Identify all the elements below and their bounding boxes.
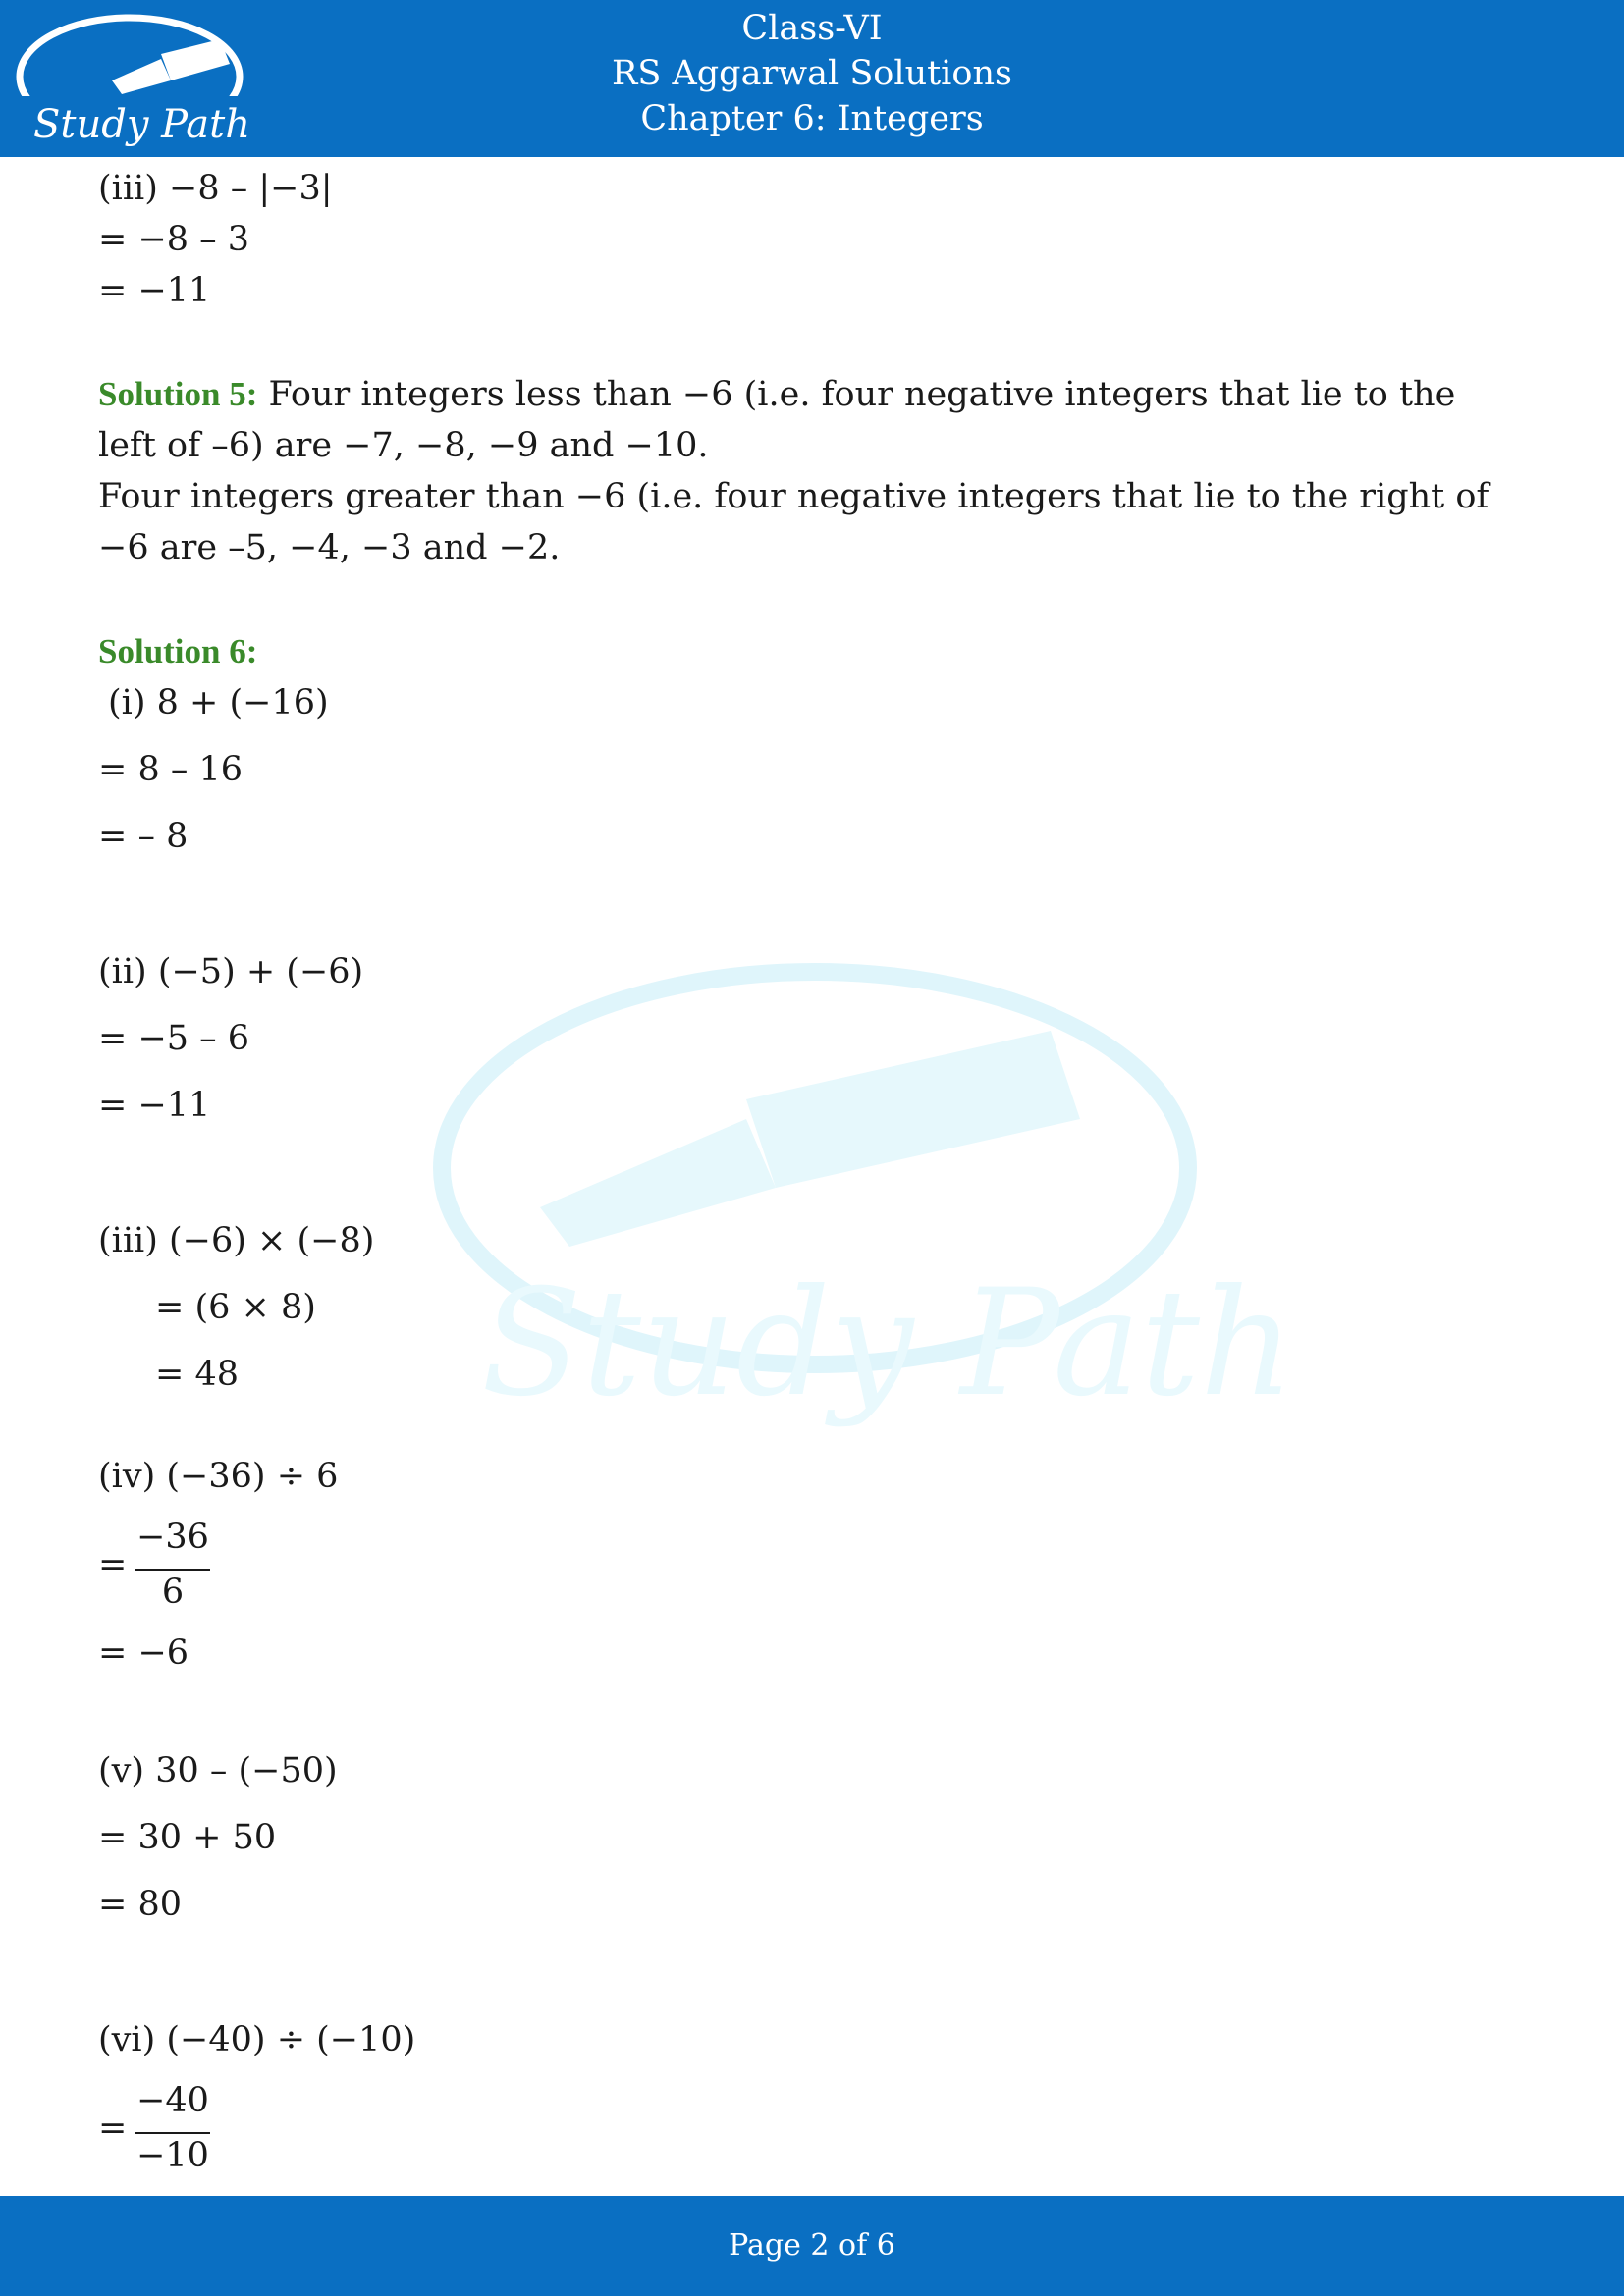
- header-titles: [0, 6, 1624, 141]
- solution-5-paragraph: [98, 369, 1512, 471]
- page-footer: [0, 2196, 1624, 2296]
- q6-iii-line-2: = (6 × 8): [155, 1288, 316, 1327]
- solution-5-paragraph-2: Four integers greater than −6 (i.e. four negative integers that lie to the right of −6 are –5, −4, −3 and −2.: [98, 477, 1489, 567]
- q6-vi-question: (vi) (−40) ÷ (−10): [98, 2020, 416, 2059]
- q4-iii-line-3: = −11: [98, 271, 211, 310]
- fraction-equals: =: [98, 2109, 128, 2148]
- solution-5-label: Solution 5:: [98, 375, 258, 413]
- watermark-logo: [422, 962, 1295, 1453]
- header-book: RS Aggarwal Solutions: [612, 54, 1012, 93]
- q6-ii-line-2: = −5 – 6: [98, 1019, 250, 1058]
- q6-i-line-1: (i) 8 + (−16): [108, 683, 329, 722]
- q6-v-line-2: = 30 + 50: [98, 1818, 277, 1857]
- fraction-bar: [135, 1569, 210, 1571]
- page-number: Page 2 of 6: [729, 2228, 895, 2263]
- q6-iv-question: (iv) (−36) ÷ 6: [98, 1457, 339, 1496]
- q6-ii-line-1: (ii) (−5) + (−6): [98, 952, 364, 991]
- solution-5-text-1: Four integers less than −6 (i.e. four negative integers that lie to the left of –6) are −7, −8, −9 and −10.: [98, 375, 1456, 465]
- header-chapter: Chapter 6: Integers: [640, 99, 984, 138]
- q6-iii-line-1: (iii) (−6) × (−8): [98, 1221, 375, 1260]
- q6-i-line-2: = 8 – 16: [98, 750, 244, 789]
- fraction-equals: =: [98, 1545, 128, 1584]
- q6-v-line-3: = 80: [98, 1885, 182, 1924]
- fraction-numerator: −40: [136, 2081, 209, 2120]
- svg-text:Study Path: Study Path: [33, 102, 250, 147]
- fraction-denominator: 6: [161, 1573, 185, 1612]
- q6-i-line-3: = – 8: [98, 817, 189, 856]
- header-class: Class-VI: [741, 9, 883, 48]
- q6-iii-line-3: = 48: [155, 1355, 239, 1394]
- q4-iii-line-2: = −8 – 3: [98, 220, 250, 259]
- q6-iv-answer: = −6: [98, 1633, 189, 1673]
- fraction-numerator: −36: [136, 1518, 209, 1557]
- q4-iii-line-1: (iii) −8 – |−3|: [98, 169, 333, 208]
- q6-ii-line-3: = −11: [98, 1086, 211, 1125]
- page-header: [0, 0, 1624, 157]
- svg-text:Study Path: Study Path: [481, 1258, 1295, 1429]
- fraction-denominator: −10: [136, 2136, 209, 2175]
- solution-6-label: Solution 6:: [98, 632, 258, 670]
- fraction-bar: [135, 2132, 210, 2134]
- q6-v-line-1: (v) 30 – (−50): [98, 1751, 338, 1790]
